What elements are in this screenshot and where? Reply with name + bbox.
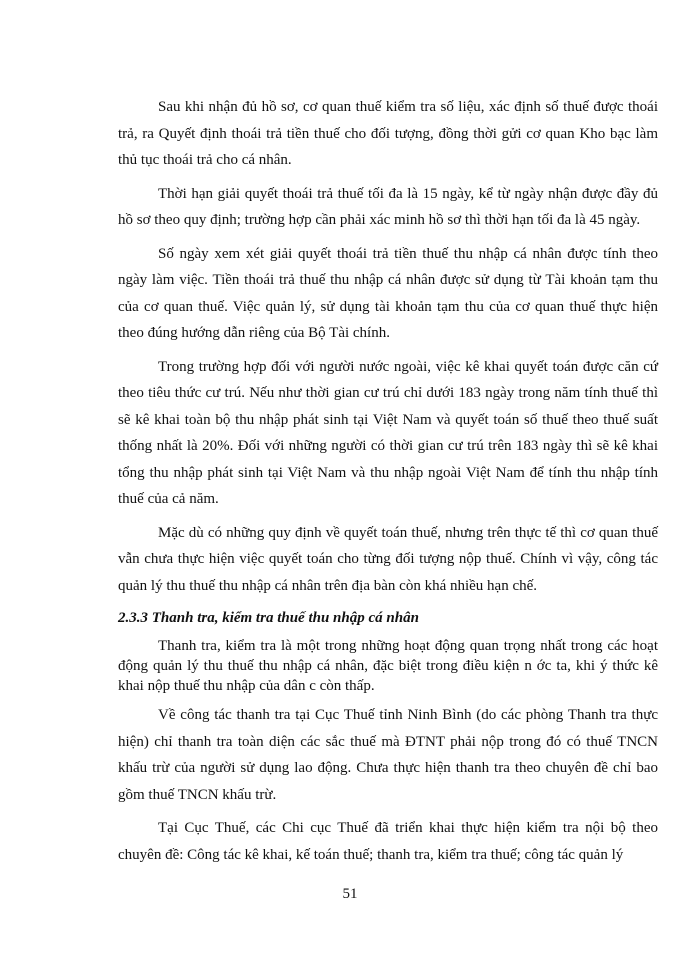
paragraph-inspection-intro: Thanh tra, kiểm tra là một trong những hoạt động quan trọng nhất trong các hoạt động quản lý thu thuế thu nhập cá nhân, đặc biệt trong điều kiện n ớc ta, khi ý thức kê khai nộp thuế thu nhập của dân c còn thấp. bbox=[118, 638, 658, 694]
paragraph-working-days: Số ngày xem xét giải quyết thoái trả tiền thuế thu nhập cá nhân được tính theo ngày làm việc. Tiền thoái trả thuế thu nhập cá nhân được sử dụng từ Tài khoản tạm thu của cơ quan thuế. Việc quản lý, sử dụng tài khoản tạm thu của cơ quan thuế thực hiện theo đúng hướng dẫn riêng của Bộ Tài chính. bbox=[118, 245, 658, 341]
section-heading: 2.3.3 Thanh tra, kiểm tra thuế thu nhập cá nhân bbox=[118, 610, 419, 626]
paragraph-internal-audit: Tại Cục Thuế, các Chi cục Thuế đã triển khai thực hiện kiểm tra nội bộ theo chuyên đề: Công tác kê khai, kế toán thuế; thanh tra, kiểm tra thuế; công tác quản lý bbox=[118, 820, 658, 863]
paragraph-refund-processing: Sau khi nhận đủ hồ sơ, cơ quan thuế kiểm tra số liệu, xác định số thuế được thoái trả, ra Quyết định thoái trả tiền thuế cho đối tượng, đồng thời gửi cơ quan Kho bạc làm thủ tục thoái trả cho cá nhân. bbox=[118, 99, 658, 168]
paragraph-settlement-limits: Mặc dù có những quy định về quyết toán thuế, nhưng trên thực tế thì cơ quan thuế vẫn chưa thực hiện việc quyết toán cho từng đối tượng nộp thuế. Chính vì vậy, công tác quản lý thu thuế thu nhập cá nhân trên địa bàn còn khá nhiều hạn chế. bbox=[118, 524, 658, 594]
paragraph-foreigners: Trong trường hợp đối với người nước ngoài, việc kê khai quyết toán được căn cứ theo tiêu thức cư trú. Nếu như thời gian cư trú chỉ dưới 183 ngày trong năm tính thuế thì sẽ kê khai toàn bộ thu nhập phát sinh tại Việt Nam và quyết toán số thuế theo thuế suất thống nhất là 20%. Đối với những người có thời gian cư trú trên 183 ngày thì sẽ kê khai tổng thu nhập phát sinh tại Việt Nam và thu nhập ngoài Việt Nam để tính thu nhập tính thuế của cả năm. bbox=[118, 358, 658, 507]
page-number: 51 bbox=[342, 886, 358, 902]
document-page bbox=[118, 94, 658, 875]
paragraph-refund-deadline: Thời hạn giải quyết thoái trả thuế tối đa là 15 ngày, kể từ ngày nhận được đầy đủ hồ sơ theo quy định; trường hợp cần phải xác minh hồ sơ thì thời hạn tối đa là 45 ngày. bbox=[118, 185, 658, 228]
paragraph-inspection-ninh-binh: Về công tác thanh tra tại Cục Thuế tỉnh Ninh Bình (do các phòng Thanh tra thực hiện) chỉ thanh tra toàn diện các sắc thuế mà ĐTNT phải nộp trong đó có thuế TNCN khấu trừ của người sử dụng lao động. Chưa thực hiện thanh tra theo chuyên đề chỉ bao gồm thuế TNCN khấu trừ. bbox=[118, 707, 658, 803]
